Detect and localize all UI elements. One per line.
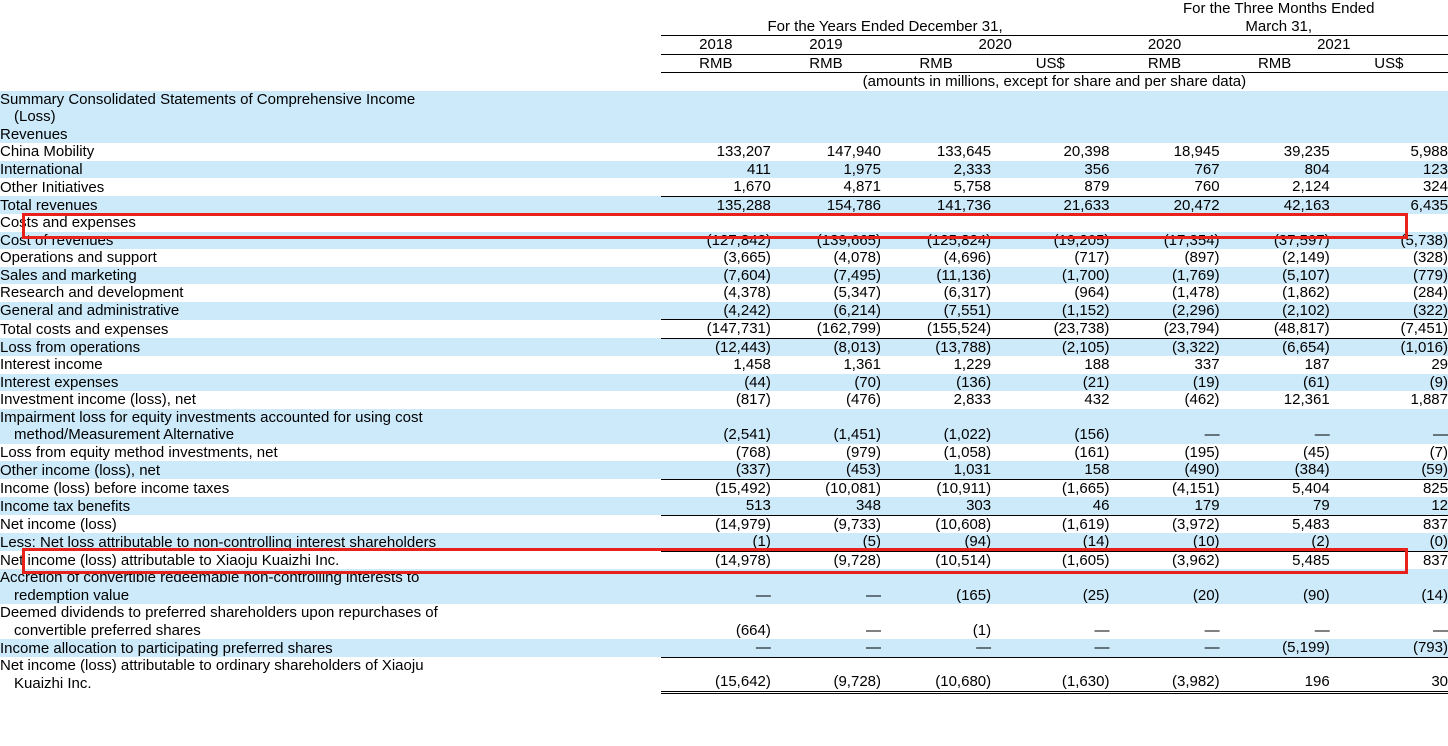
row-value: (2,102) [1220,302,1330,320]
row-value: (1,058) [881,444,991,462]
row-value: 303 [881,497,991,515]
row-value: 12 [1330,497,1448,515]
row-value: (4,378) [661,284,771,302]
table-row [0,338,1448,356]
row-label: Sales and marketing [0,267,661,285]
row-value: 1,975 [771,161,881,179]
row-value: 513 [661,497,771,515]
row-value: (1,022) [881,409,991,444]
row-value: (1,605) [991,551,1109,569]
table-row [0,551,1448,569]
row-value: (165) [881,569,991,604]
row-value: (125,824) [881,232,991,250]
row-label: Loss from operations [0,338,661,356]
row-value: — [1220,604,1330,639]
row-value: 2,124 [1220,178,1330,196]
header-spacer-4 [0,73,661,91]
header-group-row [0,0,1448,36]
table-row [0,161,1448,179]
header-units-row [0,73,1448,91]
row-value: (5,199) [1220,639,1330,657]
row-value: (6,214) [771,302,881,320]
row-value: (964) [991,284,1109,302]
row-value: (14) [1330,569,1448,604]
header-currency-4: US$ [991,54,1109,73]
row-value: (1,619) [991,515,1109,533]
row-value: 1,670 [661,178,771,196]
statement-title [0,91,1448,126]
table-row [0,657,1448,692]
row-value: (9,733) [771,515,881,533]
row-value: (37,597) [1220,232,1330,250]
row-value: (1,016) [1330,338,1448,356]
row-value: (768) [661,444,771,462]
header-spacer-3 [0,54,661,73]
row-value: 18,945 [1109,143,1219,161]
row-label-line2: convertible preferred shares [14,621,201,639]
row-value: (7,451) [1330,320,1448,339]
row-value: (61) [1220,374,1330,392]
table-row [0,267,1448,285]
row-value: 1,229 [881,356,991,374]
row-value: (322) [1330,302,1448,320]
table-row [0,302,1448,320]
row-label: Other Initiatives [0,178,661,196]
row-value: (14) [991,533,1109,551]
table-row [0,409,1448,444]
row-value: (1,665) [991,479,1109,497]
row-value: 6,435 [1330,196,1448,214]
row-value: — [771,604,881,639]
row-label: Other income (loss), net [0,461,661,479]
row-value: — [1109,639,1219,657]
row-label: Cost of revenues [0,232,661,250]
table-row [0,143,1448,161]
row-value: (15,492) [661,479,771,497]
row-label: General and administrative [0,302,661,320]
row-value: (3,322) [1109,338,1219,356]
header-currency-1: RMB [661,54,771,73]
table-row [0,444,1448,462]
row-value: (11,136) [881,267,991,285]
row-label: Income (loss) before income taxes [0,479,661,497]
row-value: 20,398 [991,143,1109,161]
row-value: (284) [1330,284,1448,302]
header-currency-5: RMB [1109,54,1219,73]
row-value: (2,541) [661,409,771,444]
row-value: (8,013) [771,338,881,356]
row-value [991,214,1109,232]
row-value: (10,608) [881,515,991,533]
row-value: 348 [771,497,881,515]
row-value: (1,630) [991,657,1109,692]
header-year-row [0,36,1448,55]
row-label: International [0,161,661,179]
row-value: 5,758 [881,178,991,196]
table-row [0,497,1448,515]
row-value: 1,887 [1330,391,1448,409]
row-value: — [881,639,991,657]
table-row [0,374,1448,392]
row-value [1220,126,1330,144]
header-years-group: For the Years Ended December 31, [661,0,1110,36]
table-row [0,214,1448,232]
row-value: (897) [1109,249,1219,267]
row-value: (15,642) [661,657,771,692]
header-spacer-2 [0,36,661,55]
row-value: (21) [991,374,1109,392]
row-value [661,126,771,144]
row-value: 39,235 [1220,143,1330,161]
row-value: (5,107) [1220,267,1330,285]
statement-title-line2: (Loss) [14,108,56,125]
row-value: (0) [1330,533,1448,551]
table-row [0,479,1448,497]
row-value: 4,871 [771,178,881,196]
row-value: 135,288 [661,196,771,214]
table-row [0,249,1448,267]
row-value: (1,451) [771,409,881,444]
row-value: (139,665) [771,232,881,250]
table-row [0,391,1448,409]
row-value: (337) [661,461,771,479]
row-value: (59) [1330,461,1448,479]
row-value: (328) [1330,249,1448,267]
row-value: (384) [1220,461,1330,479]
row-value: (7) [1330,444,1448,462]
row-value: 837 [1330,515,1448,533]
row-value: (10) [1109,533,1219,551]
table-row [0,639,1448,657]
header-year-2020: 2020 [881,36,1109,55]
row-value: (817) [661,391,771,409]
row-value: 20,472 [1109,196,1219,214]
table-header [0,0,1448,126]
row-value: (7,495) [771,267,881,285]
row-value: 30 [1330,657,1448,692]
table-row [0,196,1448,214]
row-value: (161) [991,444,1109,462]
row-value: (9) [1330,374,1448,392]
row-value [771,214,881,232]
row-value [881,126,991,144]
row-value: 29 [1330,356,1448,374]
row-value: 2,833 [881,391,991,409]
row-label-line1: Impairment loss for equity investments accounted for using cost [0,408,423,426]
row-value: 5,485 [1220,551,1330,569]
row-value: (23,738) [991,320,1109,339]
row-value: 179 [1109,497,1219,515]
row-value [661,214,771,232]
row-value: (3,665) [661,249,771,267]
row-label [0,569,661,604]
table-row [0,569,1448,604]
header-units-note: (amounts in millions, except for share and per share data) [862,73,1247,90]
header-year-q-2020: 2020 [1109,36,1219,55]
row-value: (45) [1220,444,1330,462]
row-value: (1,478) [1109,284,1219,302]
header-currency-3: RMB [881,54,991,73]
header-quarter-line2: March 31, [1245,17,1313,35]
row-value: (19,205) [991,232,1109,250]
header-currency-2: RMB [771,54,881,73]
row-value: (979) [771,444,881,462]
row-value: — [991,639,1109,657]
row-value: 147,940 [771,143,881,161]
row-value [1109,214,1219,232]
row-label [0,657,661,692]
row-label [0,409,661,444]
row-value: 123 [1330,161,1448,179]
row-value: (127,842) [661,232,771,250]
row-value: (155,524) [881,320,991,339]
row-value: — [661,639,771,657]
row-value: — [1330,409,1448,444]
row-label: Revenues [0,126,661,144]
row-value: (156) [991,409,1109,444]
row-value: 188 [991,356,1109,374]
row-value: 324 [1330,178,1448,196]
row-value: (1) [881,604,991,639]
row-value [1330,126,1448,144]
row-label: Total revenues [0,196,661,214]
row-value: (490) [1109,461,1219,479]
row-value [1109,126,1219,144]
row-value: (12,443) [661,338,771,356]
row-label-line1: Accretion of convertible redeemable non-controlling interests to [0,569,420,586]
row-value: (90) [1220,569,1330,604]
row-label-line2: method/Measurement Alternative [14,426,235,443]
row-value: (4,151) [1109,479,1219,497]
row-value [881,214,991,232]
row-label: Less: Net loss attributable to non-controlling interest shareholders [0,533,661,551]
row-label-line2: Kuaizhi Inc. [14,674,92,692]
header-year-2019: 2019 [771,36,881,55]
row-value: (4,078) [771,249,881,267]
row-value: (1) [661,533,771,551]
row-label: Total costs and expenses [0,320,661,339]
row-value: 141,736 [881,196,991,214]
row-value: (25) [991,569,1109,604]
row-value: 187 [1220,356,1330,374]
row-value: 356 [991,161,1109,179]
row-label: Interest income [0,356,661,374]
row-value: (13,788) [881,338,991,356]
row-value: (664) [661,604,771,639]
row-value: 760 [1109,178,1219,196]
header-year-q-2021: 2021 [1220,36,1448,55]
row-value: (48,817) [1220,320,1330,339]
header-quarter-line1: For the Three Months Ended [1182,0,1375,17]
row-value: (1,862) [1220,284,1330,302]
row-value: (44) [661,374,771,392]
row-value: (2,296) [1109,302,1219,320]
row-label: Income tax benefits [0,497,661,515]
table-row [0,515,1448,533]
row-value: — [1330,604,1448,639]
row-value: 79 [1220,497,1330,515]
row-label: Loss from equity method investments, net [0,444,661,462]
row-value: (453) [771,461,881,479]
row-label: Investment income (loss), net [0,391,661,409]
table-row [0,604,1448,639]
header-spacer [0,0,661,36]
row-value: 337 [1109,356,1219,374]
table-row [0,284,1448,302]
row-value: (779) [1330,267,1448,285]
row-label: Net income (loss) attributable to Xiaoju Kuaizhi Inc. [0,551,661,569]
row-value [1220,214,1330,232]
row-value: (4,242) [661,302,771,320]
header-year-2018: 2018 [661,36,771,55]
row-value: (9,728) [771,657,881,692]
row-value: (476) [771,391,881,409]
row-value: 804 [1220,161,1330,179]
row-value: 21,633 [991,196,1109,214]
row-value: 12,361 [1220,391,1330,409]
row-value: (20) [1109,569,1219,604]
row-value: (9,728) [771,551,881,569]
row-value: (5,738) [1330,232,1448,250]
row-label-line1: Net income (loss) attributable to ordinary shareholders of Xiaoju [0,657,424,674]
row-value: (717) [991,249,1109,267]
row-value: (136) [881,374,991,392]
row-value: (1,769) [1109,267,1219,285]
header-currency-6: RMB [1220,54,1330,73]
row-value: (1,152) [991,302,1109,320]
row-value: 5,404 [1220,479,1330,497]
row-value: 46 [991,497,1109,515]
row-value: (1,700) [991,267,1109,285]
row-value: (7,551) [881,302,991,320]
row-value: — [1109,604,1219,639]
row-label [0,604,661,639]
row-value: (4,696) [881,249,991,267]
row-value: (70) [771,374,881,392]
row-value: (195) [1109,444,1219,462]
row-value [771,126,881,144]
header-currency-row [0,54,1448,73]
header-currency-7: US$ [1330,54,1448,73]
row-value: 154,786 [771,196,881,214]
row-value: (147,731) [661,320,771,339]
table-row [0,461,1448,479]
row-value: 879 [991,178,1109,196]
row-value: 196 [1220,657,1330,692]
row-value: 2,333 [881,161,991,179]
row-value: (23,794) [1109,320,1219,339]
row-value: (5,347) [771,284,881,302]
table-row [0,356,1448,374]
row-value: 411 [661,161,771,179]
row-value: — [771,639,881,657]
row-label: Net income (loss) [0,515,661,533]
row-value: (2,149) [1220,249,1330,267]
row-value: 1,031 [881,461,991,479]
row-value: 767 [1109,161,1219,179]
row-value: — [661,569,771,604]
row-label-line2: redemption value [14,586,130,604]
row-label: Interest expenses [0,374,661,392]
table-row [0,533,1448,551]
statement-title-row [0,91,1448,126]
row-value: 133,645 [881,143,991,161]
row-value: 158 [991,461,1109,479]
row-value: (162,799) [771,320,881,339]
row-value [991,126,1109,144]
row-label: Research and development [0,284,661,302]
row-value: (462) [1109,391,1219,409]
row-value [1330,214,1448,232]
row-value: 5,988 [1330,143,1448,161]
row-value: 837 [1330,551,1448,569]
row-value: (5) [771,533,881,551]
row-value: (3,962) [1109,551,1219,569]
row-value: (19) [1109,374,1219,392]
row-value: 825 [1330,479,1448,497]
table-body [0,126,1448,693]
row-value: (10,081) [771,479,881,497]
row-value: (10,514) [881,551,991,569]
row-value: (6,654) [1220,338,1330,356]
row-value: (94) [881,533,991,551]
row-label: Operations and support [0,249,661,267]
row-value: (6,317) [881,284,991,302]
row-value: (2,105) [991,338,1109,356]
table-row [0,126,1448,144]
row-value: (10,680) [881,657,991,692]
row-value: — [1220,409,1330,444]
row-value: 1,458 [661,356,771,374]
row-value: — [991,604,1109,639]
table-row [0,232,1448,250]
row-value: (10,911) [881,479,991,497]
header-quarter-group [1109,0,1448,36]
row-label-line1: Deemed dividends to preferred shareholders upon repurchases of [0,604,438,621]
row-value: 133,207 [661,143,771,161]
row-value: (3,972) [1109,515,1219,533]
row-value: (2) [1220,533,1330,551]
statement-title-line1: Summary Consolidated Statements of Comprehensive Income [0,90,416,108]
table-row [0,178,1448,196]
row-value: (793) [1330,639,1448,657]
row-value: 432 [991,391,1109,409]
row-value: (3,982) [1109,657,1219,692]
row-value: — [771,569,881,604]
row-value: 5,483 [1220,515,1330,533]
row-value: (7,604) [661,267,771,285]
row-label: China Mobility [0,143,661,161]
row-value: — [1109,409,1219,444]
row-value: (17,354) [1109,232,1219,250]
row-label: Income allocation to participating preferred shares [0,639,661,657]
row-value: (14,978) [661,551,771,569]
row-value: 1,361 [771,356,881,374]
row-label: Costs and expenses [0,214,661,232]
row-value: 42,163 [1220,196,1330,214]
table-row [0,320,1448,339]
row-value: (14,979) [661,515,771,533]
